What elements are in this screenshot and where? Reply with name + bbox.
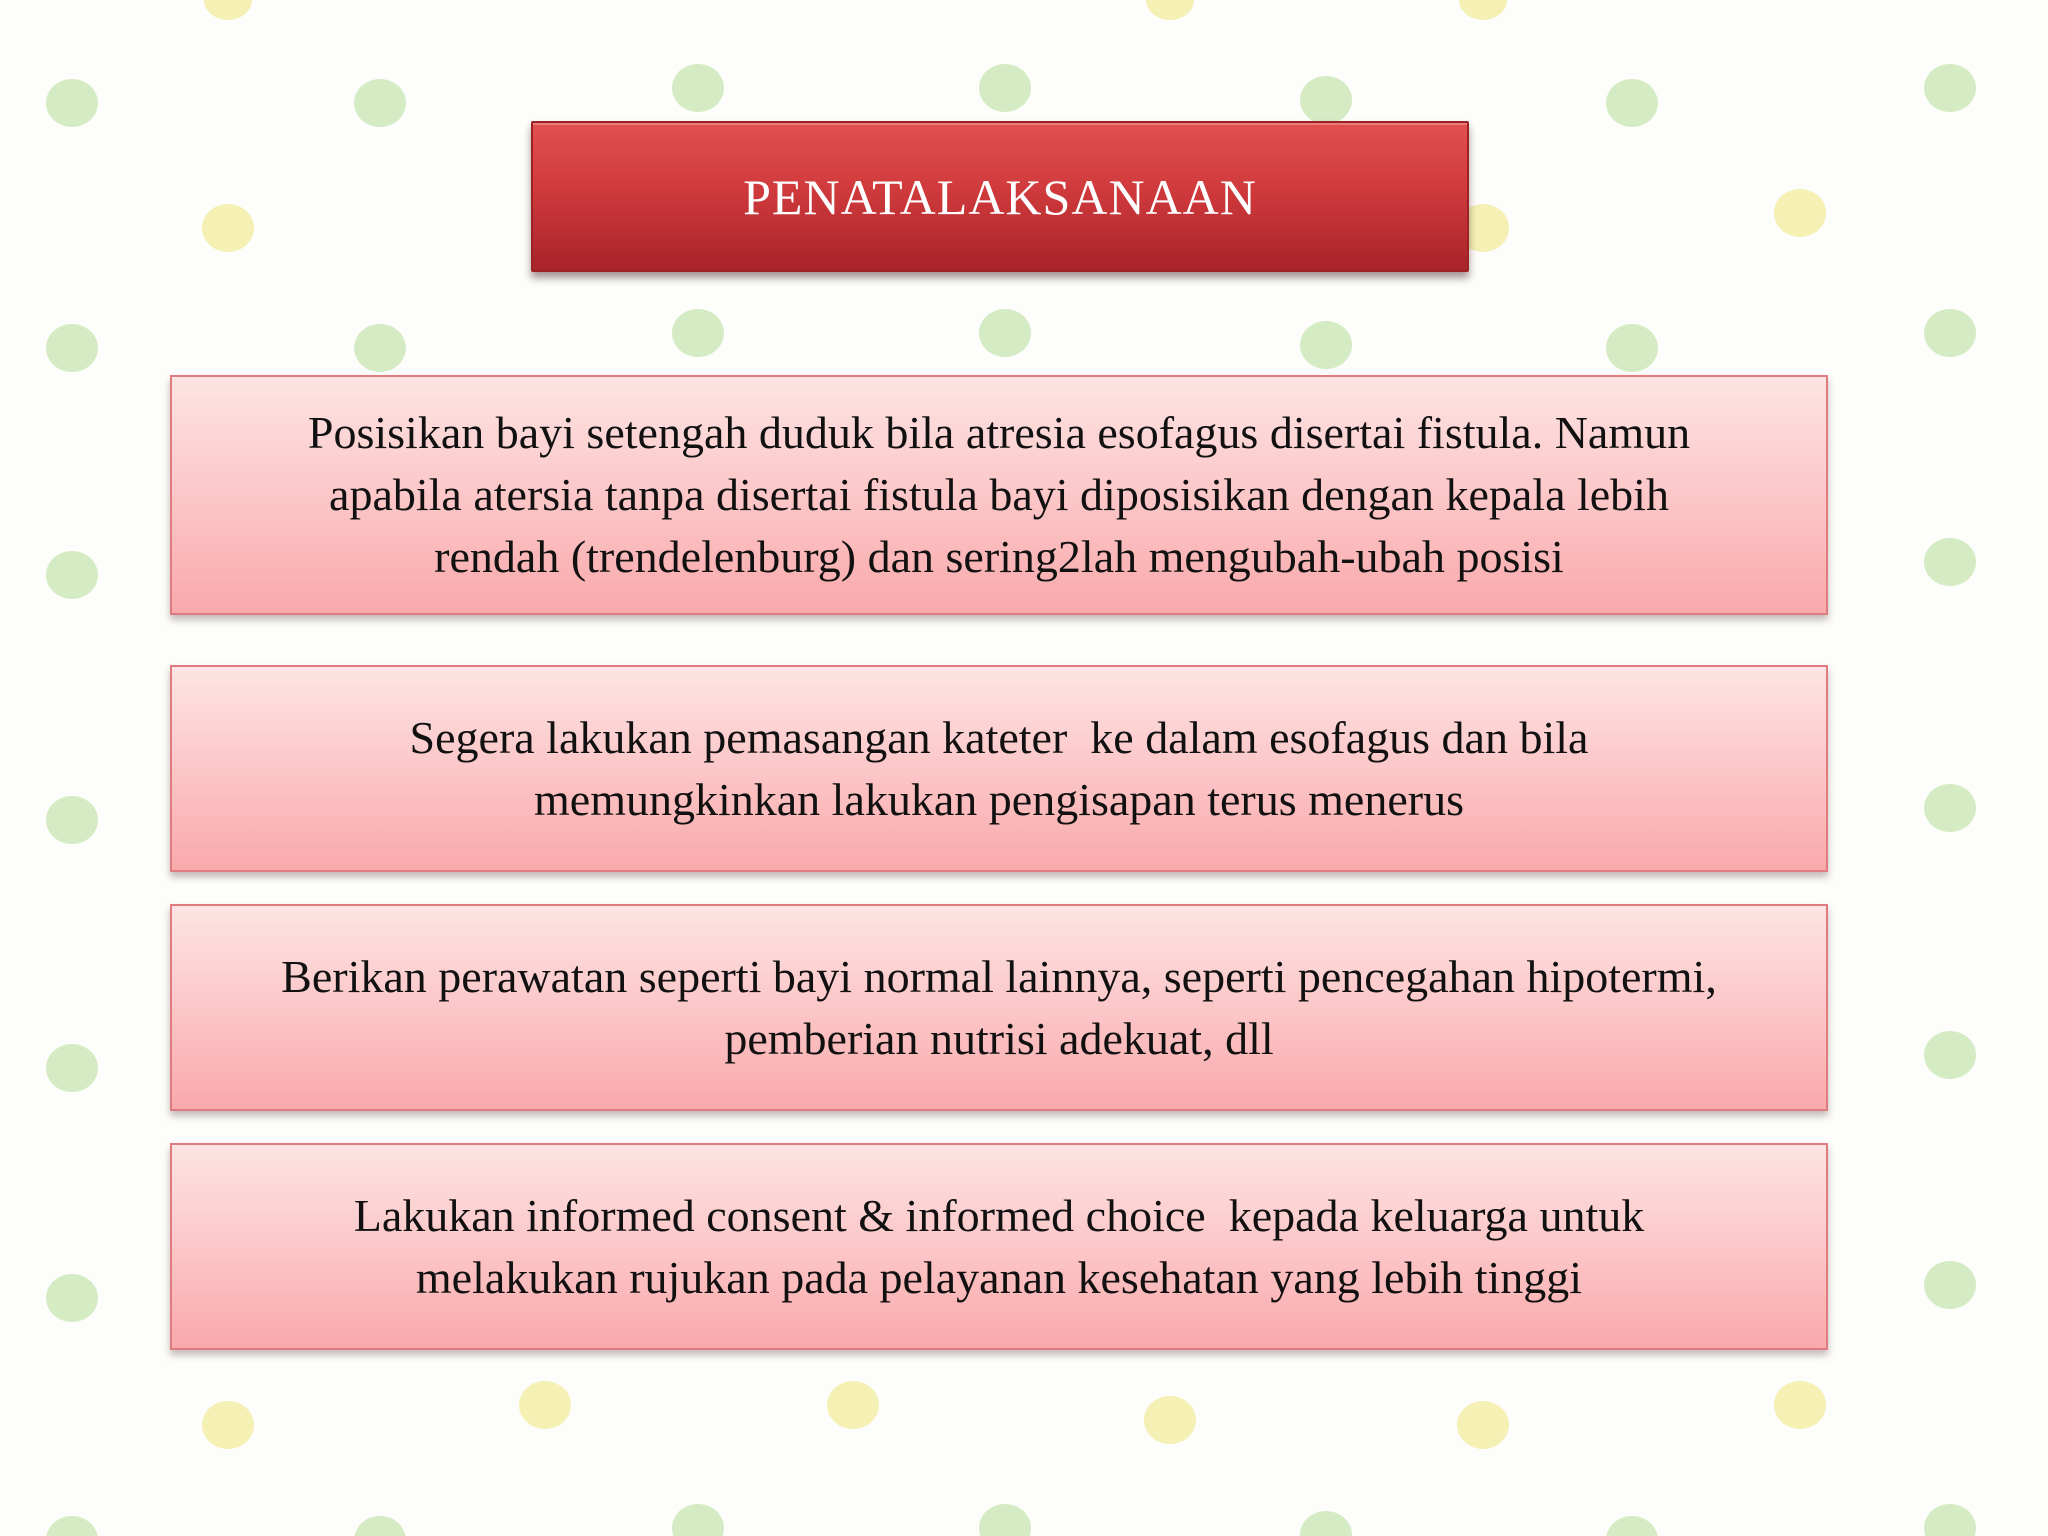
content-text <box>354 1185 1645 1309</box>
content-text <box>281 946 1717 1070</box>
title-banner <box>531 121 1469 272</box>
content-box-care <box>170 904 1828 1111</box>
text-line: Berikan perawatan seperti bayi normal lainnya, seperti pencegahan hipotermi, <box>281 950 1717 1002</box>
text-line: Posisikan bayi setengah duduk bila atresia esofagus disertai fistula. Namun <box>307 407 1691 458</box>
text-line: Lakukan informed consent & informed choice kepada keluarga untuk <box>353 1189 1645 1241</box>
content-box-positioning <box>170 375 1828 615</box>
text-line: rendah (trendelenburg) dan sering2lah mengubah-ubah posisi <box>434 531 1564 582</box>
text-line: melakukan rujukan pada pelayanan kesehatan yang lebih tinggi <box>415 1251 1583 1303</box>
slide-title: PENATALAKSANAAN <box>743 168 1257 225</box>
text-line: Segera lakukan pemasangan kateter ke dalam esofagus dan bila <box>409 711 1589 763</box>
text-line: pemberian nutrisi adekuat, dll <box>724 1012 1274 1064</box>
content-box-consent <box>170 1143 1828 1350</box>
content-text <box>308 402 1690 588</box>
text-line: apabila atersia tanpa disertai fistula bayi diposisikan dengan kepala lebih <box>329 469 1669 520</box>
text-line: memungkinkan lakukan pengisapan terus menerus <box>534 773 1464 825</box>
content-text <box>410 707 1589 831</box>
content-box-catheter <box>170 665 1828 872</box>
